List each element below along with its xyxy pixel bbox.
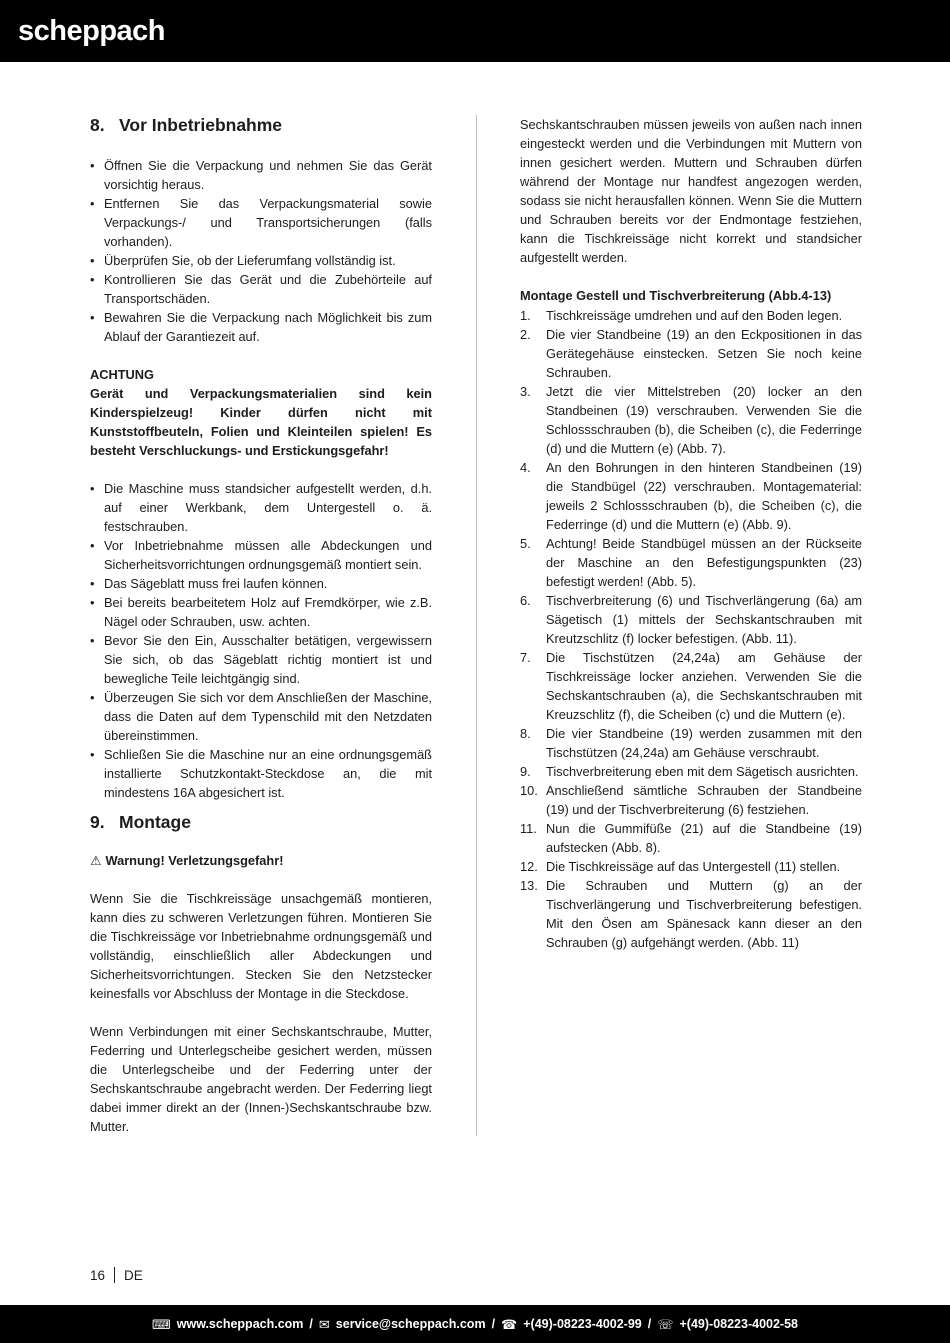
list-item bbox=[90, 631, 432, 688]
montage-paragraph-1: Wenn Sie die Tischkreissäge unsachgemäß montieren, kann dies zu schweren Verletzungen führen. Montieren Sie die Tischkreissäge vor Inbetriebnahme ordnungsgemäß und vollständig, einschließlich aller Abdeckungen und Sicherheitsvorrichtungen. Stecken Sie den Netzstecker keinesfalls vor Abschluss der Montage in die Steckdose. bbox=[90, 891, 432, 1001]
header-bar bbox=[0, 0, 950, 62]
section-8-heading bbox=[90, 115, 432, 136]
footer-separator: / bbox=[647, 1317, 652, 1331]
attention-text: Gerät und Verpackungsmaterialien sind kein Kinderspielzeug! Kinder dürfen nicht mit Kunststoffbeuteln, Folien und Kleinteilen spielen! Es besteht Verschluckungs- und Erstickungsgefahr! bbox=[90, 386, 432, 458]
list-item bbox=[90, 745, 432, 802]
unpacking-bullet-list bbox=[90, 156, 432, 346]
step-text: Die Schrauben und Muttern (g) an der Tischverlängerung und Tischverbreiterung befestigen. Mit den Ösen am Spänesack kann dieser an den Schrauben (g) aufgehängt werden. (Abb. 11) bbox=[546, 878, 862, 950]
step-text: Die vier Standbeine (19) an den Eckpositionen in das Gerätegehäuse einstecken. Setzen Sie noch keine Schrauben. bbox=[546, 327, 862, 380]
bullet-text: Schließen Sie die Maschine nur an eine ordnungsgemäß installierte Schutzkontakt-Steckdose an, die mit mindestens 16A abgesichert ist. bbox=[104, 747, 432, 800]
bullet-marker: • bbox=[90, 158, 95, 173]
phone-icon: ☎ bbox=[501, 1316, 518, 1332]
step-number: 3. bbox=[520, 384, 531, 399]
step-number: 2. bbox=[520, 327, 531, 342]
list-item bbox=[90, 479, 432, 536]
list-item bbox=[90, 308, 432, 346]
bullet-marker: • bbox=[90, 196, 95, 211]
footer-separator: / bbox=[491, 1317, 496, 1331]
section-number: 8. bbox=[90, 115, 105, 135]
bullet-marker: • bbox=[90, 595, 95, 610]
web-icon: ⌨ bbox=[151, 1316, 171, 1332]
fax-icon: ☏ bbox=[657, 1316, 674, 1332]
scheppach-logo: scheppach bbox=[18, 14, 165, 47]
step-text: Anschließend sämtliche Schrauben der Standbeine (19) und der Tischverbreiterung (6) festziehen. bbox=[546, 783, 862, 817]
list-item bbox=[90, 194, 432, 251]
montage-paragraph-2: Wenn Verbindungen mit einer Sechskantschraube, Mutter, Federring und Unterlegscheibe gesichert werden, müssen die Unterlegscheibe und der Federring unter der Sechskantschraube angebracht werden. Der Federring liegt dabei immer direkt an der (Innen-)Sechskantschraube bzw. Mutter. bbox=[90, 1024, 432, 1134]
step-text: Achtung! Beide Standbügel müssen an der Rückseite der Maschine an den Befestigungspunkten (23) befestigt werden! (Abb. 5). bbox=[546, 536, 862, 589]
bullet-marker: • bbox=[90, 633, 95, 648]
step-item bbox=[520, 819, 862, 857]
email-icon: ✉ bbox=[318, 1316, 330, 1332]
list-item bbox=[90, 156, 432, 194]
column-divider bbox=[476, 115, 477, 1136]
language-code: DE bbox=[124, 1267, 143, 1283]
step-number: 9. bbox=[520, 764, 531, 779]
page-content bbox=[90, 115, 862, 1136]
bullet-text: Vor Inbetriebnahme müssen alle Abdeckungen und Sicherheitsvorrichtungen ordnungsgemäß montiert sein. bbox=[104, 538, 432, 572]
bullet-text: Entfernen Sie das Verpackungsmaterial sowie Verpackungs-/ und Transportsicherungen (falls vorhanden). bbox=[104, 196, 432, 249]
bullet-text: Kontrollieren Sie das Gerät und die Zubehörteile auf Transportschäden. bbox=[104, 272, 432, 306]
assembly-steps-list bbox=[520, 306, 862, 952]
list-item bbox=[90, 593, 432, 631]
bullet-text: Bei bereits bearbeitetem Holz auf Fremdkörper, wie z.B. Nägel oder Schrauben, usw. achten. bbox=[104, 595, 432, 629]
right-column bbox=[520, 115, 862, 1136]
step-number: 12. bbox=[520, 859, 538, 874]
bullet-marker: • bbox=[90, 538, 95, 553]
step-number: 11. bbox=[520, 821, 537, 836]
bullet-text: Öffnen Sie die Verpackung und nehmen Sie das Gerät vorsichtig heraus. bbox=[104, 158, 432, 192]
step-item bbox=[520, 762, 862, 781]
list-item bbox=[90, 536, 432, 574]
section-title: Montage bbox=[119, 812, 191, 832]
step-item bbox=[520, 591, 862, 648]
step-text: Jetzt die vier Mittelstreben (20) locker an den Standbeinen (19) verschrauben. Verwenden Sie die Schlossschrauben (b), die Scheiben (c), die Federringe (d) und die Muttern (e) (Abb. 7). bbox=[546, 384, 862, 456]
bullet-text: Bewahren Sie die Verpackung nach Möglichkeit bis zum Ablauf der Garantiezeit auf. bbox=[104, 310, 432, 344]
step-number: 6. bbox=[520, 593, 531, 608]
bullet-marker: • bbox=[90, 747, 95, 762]
step-text: Die Tischstützen (24,24a) am Gehäuse der Tischkreissäge locker anziehen. Verwenden Sie die Sechskantschrauben (a), die Sechskantschrauben mit Kreuzschlitz (f), die Scheiben (c) und die Muttern (e). bbox=[546, 650, 862, 722]
step-text: Tischkreissäge umdrehen und auf den Boden legen. bbox=[546, 308, 843, 323]
montage-gestell-heading: Montage Gestell und Tischverbreiterung (Abb.4-13) bbox=[520, 288, 832, 303]
step-number: 13. bbox=[520, 878, 538, 893]
step-number: 7. bbox=[520, 650, 531, 665]
bullet-marker: • bbox=[90, 272, 95, 287]
step-text: An den Bohrungen in den hinteren Standbeinen (19) die Standbügel (22) verschrauben. Montagematerial: jeweils 2 Schlossschrauben (b), die Scheiben (c), die Federringe (d) und die Muttern (e) (Abb. 9). bbox=[546, 460, 862, 532]
bullet-marker: • bbox=[90, 690, 95, 705]
attention-heading: ACHTUNG bbox=[90, 367, 154, 382]
step-number: 10. bbox=[520, 783, 538, 798]
step-item bbox=[520, 781, 862, 819]
list-item bbox=[90, 270, 432, 308]
bullet-marker: • bbox=[90, 481, 95, 496]
bullet-marker: • bbox=[90, 576, 95, 591]
step-number: 8. bbox=[520, 726, 531, 741]
step-item bbox=[520, 325, 862, 382]
step-text: Tischverbreiterung (6) und Tischverlängerung (6a) am Sägetisch (1) mittels der Sechskantschrauben mit Kreutzschlitz (f) locker befestigen. (Abb. 11). bbox=[546, 593, 862, 646]
left-column bbox=[90, 115, 432, 1136]
section-title: Vor Inbetriebnahme bbox=[119, 115, 283, 135]
step-item bbox=[520, 876, 862, 952]
step-text: Die vier Standbeine (19) werden zusammen mit den Tischstützen (24,24a) am Gehäuse verschraubt. bbox=[546, 726, 862, 760]
bullet-text: Überprüfen Sie, ob der Lieferumfang vollständig ist. bbox=[104, 253, 396, 268]
bullet-text: Bevor Sie den Ein, Ausschalter betätigen, vergewissern Sie sich, ob das Sägeblatt richtig montiert ist und bewegliche Teile leichtgängig sind. bbox=[104, 633, 432, 686]
step-item bbox=[520, 857, 862, 876]
step-number: 4. bbox=[520, 460, 531, 475]
list-item bbox=[90, 251, 432, 270]
page-number-divider bbox=[114, 1267, 115, 1283]
section-number: 9. bbox=[90, 812, 105, 832]
step-item bbox=[520, 458, 862, 534]
bullet-text: Das Sägeblatt muss frei laufen können. bbox=[104, 576, 328, 591]
warning-text: Warnung! Verletzungsgefahr! bbox=[105, 853, 284, 868]
phone-number: +(49)-08223-4002-99 bbox=[523, 1317, 642, 1331]
warning-icon: ⚠ bbox=[90, 853, 102, 868]
step-text: Die Tischkreissäge auf das Untergestell (11) stellen. bbox=[546, 859, 841, 874]
step-item bbox=[520, 306, 862, 325]
page-number bbox=[90, 1267, 143, 1283]
list-item bbox=[90, 574, 432, 593]
bullet-marker: • bbox=[90, 253, 95, 268]
contact-footer-bar bbox=[0, 1305, 950, 1343]
bullet-text: Überzeugen Sie sich vor dem Anschließen der Maschine, dass die Daten auf dem Typenschild mit den Netzdaten übereinstimmen. bbox=[104, 690, 432, 743]
list-item bbox=[90, 688, 432, 745]
fax-number: +(49)-08223-4002-58 bbox=[679, 1317, 798, 1331]
section-9-heading bbox=[90, 812, 432, 833]
footer-separator: / bbox=[309, 1317, 313, 1331]
warning-line bbox=[90, 851, 432, 870]
step-item bbox=[520, 724, 862, 762]
assembly-intro-paragraph: Sechskantschrauben müssen jeweils von außen nach innen eingesteckt werden und die Verbindungen mit Muttern von innen gesichert werden. Muttern und Schrauben dürfen während der Montage nur handfest angezogen werden, sodass sie nicht herausfallen können. Wenn Sie die Muttern und Schrauben bereits vor der Endmontage festziehen, kann die Tischkreissäge nicht korrekt und standsicher aufgestellt werden. bbox=[520, 117, 862, 265]
page-number-value: 16 bbox=[90, 1267, 106, 1283]
bullet-text: Die Maschine muss standsicher aufgestellt werden, d.h. auf einer Werkbank, dem Untergestell o. ä. festschrauben. bbox=[104, 481, 432, 534]
setup-bullet-list bbox=[90, 479, 432, 802]
website-text: www.scheppach.com bbox=[176, 1317, 304, 1331]
step-item bbox=[520, 382, 862, 458]
step-number: 1. bbox=[520, 308, 531, 323]
bullet-marker: • bbox=[90, 310, 95, 325]
step-item bbox=[520, 534, 862, 591]
step-item bbox=[520, 648, 862, 724]
step-text: Tischverbreiterung eben mit dem Sägetisch ausrichten. bbox=[546, 764, 859, 779]
step-number: 5. bbox=[520, 536, 531, 551]
email-text: service@scheppach.com bbox=[335, 1317, 486, 1331]
step-text: Nun die Gummifüße (21) auf die Standbeine (19) aufstecken (Abb. 8). bbox=[546, 821, 862, 855]
